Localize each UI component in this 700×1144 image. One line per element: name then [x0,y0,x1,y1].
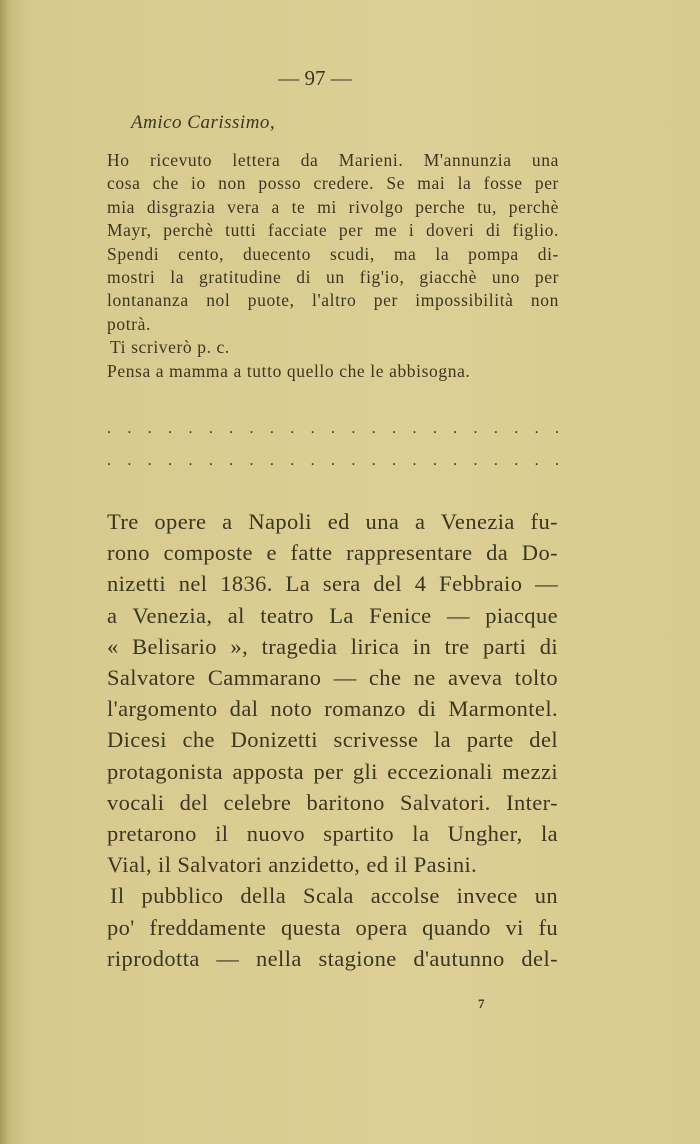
ellipsis-dots: . . . . . . . . . . . . . . . . . . . . . . . [107,420,559,437]
body-line: Salvatore Cammarano — che ne aveva tolto [107,665,558,691]
letter-line: Spendi cento, duecento scudi, ma la pompa di- [107,243,559,264]
body-line: l'argomento dal noto romanzo di Marmontel. [107,696,558,722]
letter-line: Ti scriverò p. c. [110,337,230,358]
body-line: po' freddamente questa opera quando vi fu [107,914,558,940]
letter-line: Mayr, perchè tutti facciate per me i doveri di figlio. [107,220,559,241]
ellipsis-row [107,452,559,470]
body-line: nizetti nel 1836. La sera del 4 Febbraio — [107,571,558,597]
letter-line: mostri la gratitudine di un fig'io, giacchè uno per [107,267,559,288]
body-line: Dicesi che Donizetti scrivesse la parte del [107,727,558,753]
body-line: Tre opere a Napoli ed una a Venezia fu- [107,509,558,534]
ellipsis-dots: . . . . . . . . . . . . . . . . . . . . . . . [107,452,559,469]
ellipsis-row [107,420,559,438]
letter-text [107,149,559,383]
body-line: riprodotta — nella stagione d'autunno del- [107,945,558,971]
body-line: vocali del celebre baritono Salvatori. Inter- [107,789,558,815]
letter-line: potrà. [107,313,151,334]
letter-line: Ho ricevuto lettera da Marieni. M'annunzia una [107,150,559,170]
body-text [107,506,558,974]
letter-line: lontananza nol puote, l'altro per impossibilità non [107,290,559,311]
body-line: Vial, il Salvatori anzidetto, ed il Pasini. [107,852,478,878]
body-line: rono composte e fatte rappresentare da Do- [107,540,558,566]
body-line: protagonista apposta per gli eccezionali mezzi [107,758,558,784]
letter-line: mia disgrazia vera a te mi rivolgo perche tu, perchè [107,196,559,217]
body-line: « Belisario », tragedia lirica in tre parti di [107,633,558,659]
page-number: — 97 — [278,66,352,90]
body-line: Il pubblico della Scala accolse invece un [110,883,558,909]
body-line: a Venezia, al teatro La Fenice — piacque [107,602,558,628]
letter-line: cosa che io non posso credere. Se mai la fosse per [107,173,559,194]
letter-line: Pensa a mamma a tutto quello che le abbisogna. [107,360,471,381]
signature-mark: 7 [478,996,485,1011]
body-line: pretarono il nuovo spartito la Ungher, la [107,821,558,847]
letter-greeting: Amico Carissimo, [131,112,276,133]
